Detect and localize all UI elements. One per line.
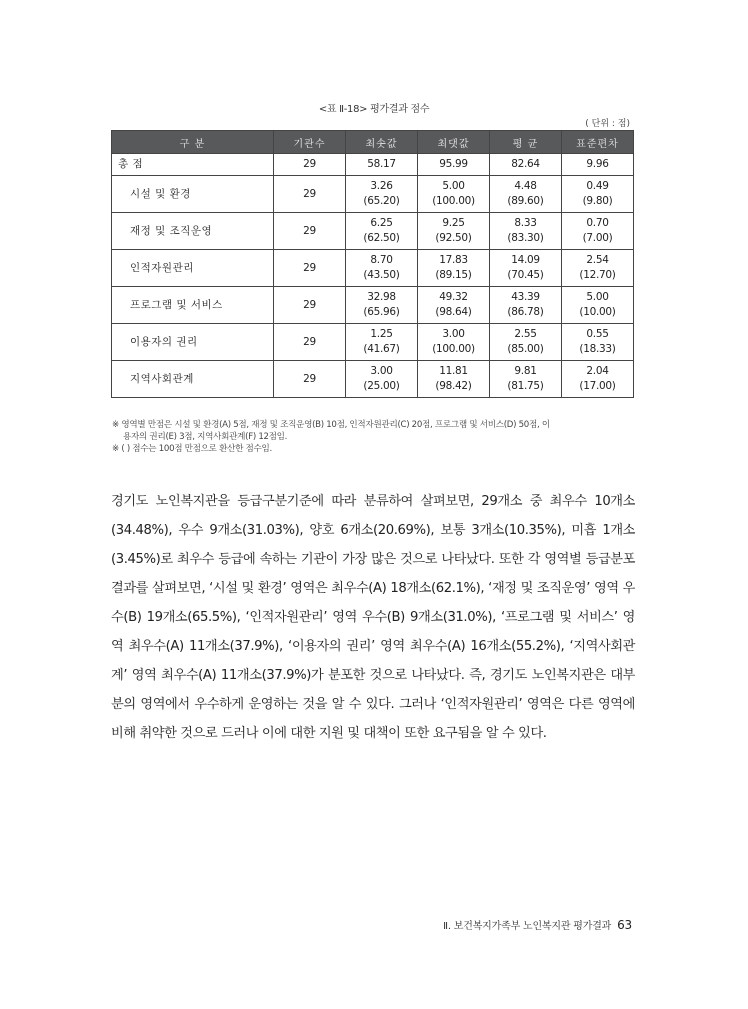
row-name: 총 점 (112, 154, 274, 176)
value-pct: (7.00) (582, 232, 613, 244)
value: 49.32 (439, 291, 468, 303)
row-sd (562, 287, 634, 324)
value: 11.81 (439, 365, 468, 377)
row-count: 29 (274, 361, 346, 398)
table-row (112, 213, 634, 250)
value-pct: (41.67) (363, 343, 400, 355)
value-pct: (85.00) (507, 343, 544, 355)
header-count: 기관수 (274, 131, 346, 154)
footer-section-title: Ⅱ. 보건복지가족부 노인복지관 평가결과 (443, 921, 612, 932)
row-count: 29 (274, 287, 346, 324)
table-header-row (112, 131, 634, 154)
row-max (418, 287, 490, 324)
row-count: 29 (274, 324, 346, 361)
note-converted-scores: ※ ( ) 점수는 100점 만점으로 환산한 점수임. (112, 444, 272, 454)
value-pct: (10.00) (579, 306, 616, 318)
value: 17.83 (439, 254, 468, 266)
value: 5.00 (586, 291, 609, 303)
row-min (346, 361, 418, 398)
row-sd (562, 213, 634, 250)
value: 3.00 (442, 328, 465, 340)
row-sd (562, 324, 634, 361)
row-mean (490, 324, 562, 361)
value: 2.54 (586, 254, 609, 266)
table-row (112, 250, 634, 287)
table-notes (112, 419, 634, 455)
header-max: 최댓값 (418, 131, 490, 154)
value-pct: (17.00) (579, 380, 616, 392)
page-number: 63 (617, 918, 632, 932)
value-pct: (92.50) (435, 232, 472, 244)
table-row (112, 287, 634, 324)
unit-label: ( 단위 : 점) (585, 119, 630, 129)
value-pct: (98.64) (435, 306, 472, 318)
row-max (418, 324, 490, 361)
value: 1.25 (370, 328, 393, 340)
row-sd (562, 176, 634, 213)
header-sd: 표준편차 (562, 131, 634, 154)
row-min (346, 176, 418, 213)
note-max-scores: ※ 영역별 만점은 시설 및 환경(A) 5점, 재정 및 조직운영(B) 10점, 인적자원관리(C) 20점, 프로그램 및 서비스(D) 50점, 이 (112, 420, 550, 430)
value-pct: (98.42) (435, 380, 472, 392)
value: 4.48 (514, 180, 537, 192)
value: 8.70 (370, 254, 393, 266)
row-max (418, 250, 490, 287)
table-row (112, 176, 634, 213)
row-min (346, 250, 418, 287)
value-pct: (65.20) (363, 195, 400, 207)
value-pct: (65.96) (363, 306, 400, 318)
row-max (418, 361, 490, 398)
row-count: 29 (274, 154, 346, 176)
row-max (418, 176, 490, 213)
row-mean (490, 213, 562, 250)
page-footer (443, 917, 632, 932)
table-row (112, 324, 634, 361)
value: 3.00 (370, 365, 393, 377)
row-max (418, 213, 490, 250)
value: 0.55 (586, 328, 609, 340)
value: 8.33 (514, 217, 537, 229)
value: 9.81 (514, 365, 537, 377)
value-pct: (70.45) (507, 269, 544, 281)
row-min: 58.17 (346, 154, 418, 176)
row-min (346, 324, 418, 361)
row-sd (562, 250, 634, 287)
value: 32.98 (367, 291, 396, 303)
note-max-scores-cont: 용자의 권리(E) 3점, 지역사회관계(F) 12점임. (123, 432, 288, 442)
value-pct: (83.30) (507, 232, 544, 244)
row-sd (562, 361, 634, 398)
value-pct: (86.78) (507, 306, 544, 318)
value-pct: (89.15) (435, 269, 472, 281)
table-row (112, 361, 634, 398)
value: 14.09 (511, 254, 540, 266)
row-name: 시설 및 환경 (112, 176, 274, 213)
header-mean: 평 균 (490, 131, 562, 154)
row-max: 95.99 (418, 154, 490, 176)
score-table (111, 130, 634, 398)
body-paragraph: 경기도 노인복지관을 등급구분기준에 따라 분류하여 살펴보면, 29개소 중 최우수 10개소(34.48%), 우수 9개소(31.03%), 양호 6개소(20.69%), 보통 3개소(10.35%), 미흡 1개소(3.45%)로 최우수 등급에 속하는 기관이 가장 많은 것으로 나타났다. 또한 각 영역별 등급분포 결과를 살펴보면, ‘시설 및 환경’ 영역은 최우수(A) 18개소(62.1%), ‘재정 및 조직운영’ 영역 우수(B) 19개소(65.5%), ‘인적자원관리’ 영역 우수(B) 9개소(31.0%), ‘프로그램 및 서비스’ 영역 최우수(A) 11개소(37.9%), ‘이용자의 권리’ 영역 최우수(A) 16개소(55.2%), ‘지역사회관계’ 영역 최우수(A) 11개소(37.9%)가 분포한 것으로 나타났다. 즉, 경기도 노인복지관은 대부분의 영역에서 우수하게 운영하는 것을 알 수 있다. 그러나 ‘인적자원관리’ 영역은 다른 영역에 비해 취약한 것으로 드러나 이에 대한 지원 및 대책이 또한 요구됨을 알 수 있다. (111, 494, 635, 741)
row-mean (490, 250, 562, 287)
header-min: 최솟값 (346, 131, 418, 154)
value: 6.25 (370, 217, 393, 229)
row-count: 29 (274, 176, 346, 213)
row-name: 프로그램 및 서비스 (112, 287, 274, 324)
value-pct: (43.50) (363, 269, 400, 281)
value-pct: (89.60) (507, 195, 544, 207)
value-pct: (9.80) (582, 195, 613, 207)
value: 2.04 (586, 365, 609, 377)
value: 9.25 (442, 217, 465, 229)
value: 0.70 (586, 217, 609, 229)
table-caption: <표 Ⅱ-18> 평가결과 점수 (318, 104, 430, 115)
value-pct: (18.33) (579, 343, 616, 355)
value-pct: (100.00) (432, 195, 475, 207)
value: 3.26 (370, 180, 393, 192)
value-pct: (100.00) (432, 343, 475, 355)
row-name: 이용자의 권리 (112, 324, 274, 361)
value-pct: (25.00) (363, 380, 400, 392)
value: 0.49 (586, 180, 609, 192)
value: 43.39 (511, 291, 540, 303)
value: 5.00 (442, 180, 465, 192)
row-mean (490, 361, 562, 398)
row-name: 인적자원관리 (112, 250, 274, 287)
value: 2.55 (514, 328, 537, 340)
value-pct: (12.70) (579, 269, 616, 281)
row-min (346, 287, 418, 324)
row-mean (490, 287, 562, 324)
row-name: 지역사회관계 (112, 361, 274, 398)
row-sd: 9.96 (562, 154, 634, 176)
value-pct: (81.75) (507, 380, 544, 392)
row-min (346, 213, 418, 250)
row-count: 29 (274, 250, 346, 287)
value-pct: (62.50) (363, 232, 400, 244)
row-mean: 82.64 (490, 154, 562, 176)
table-row-total (112, 154, 634, 176)
row-count: 29 (274, 213, 346, 250)
row-name: 재정 및 조직운영 (112, 213, 274, 250)
row-mean (490, 176, 562, 213)
header-category: 구 분 (112, 131, 274, 154)
